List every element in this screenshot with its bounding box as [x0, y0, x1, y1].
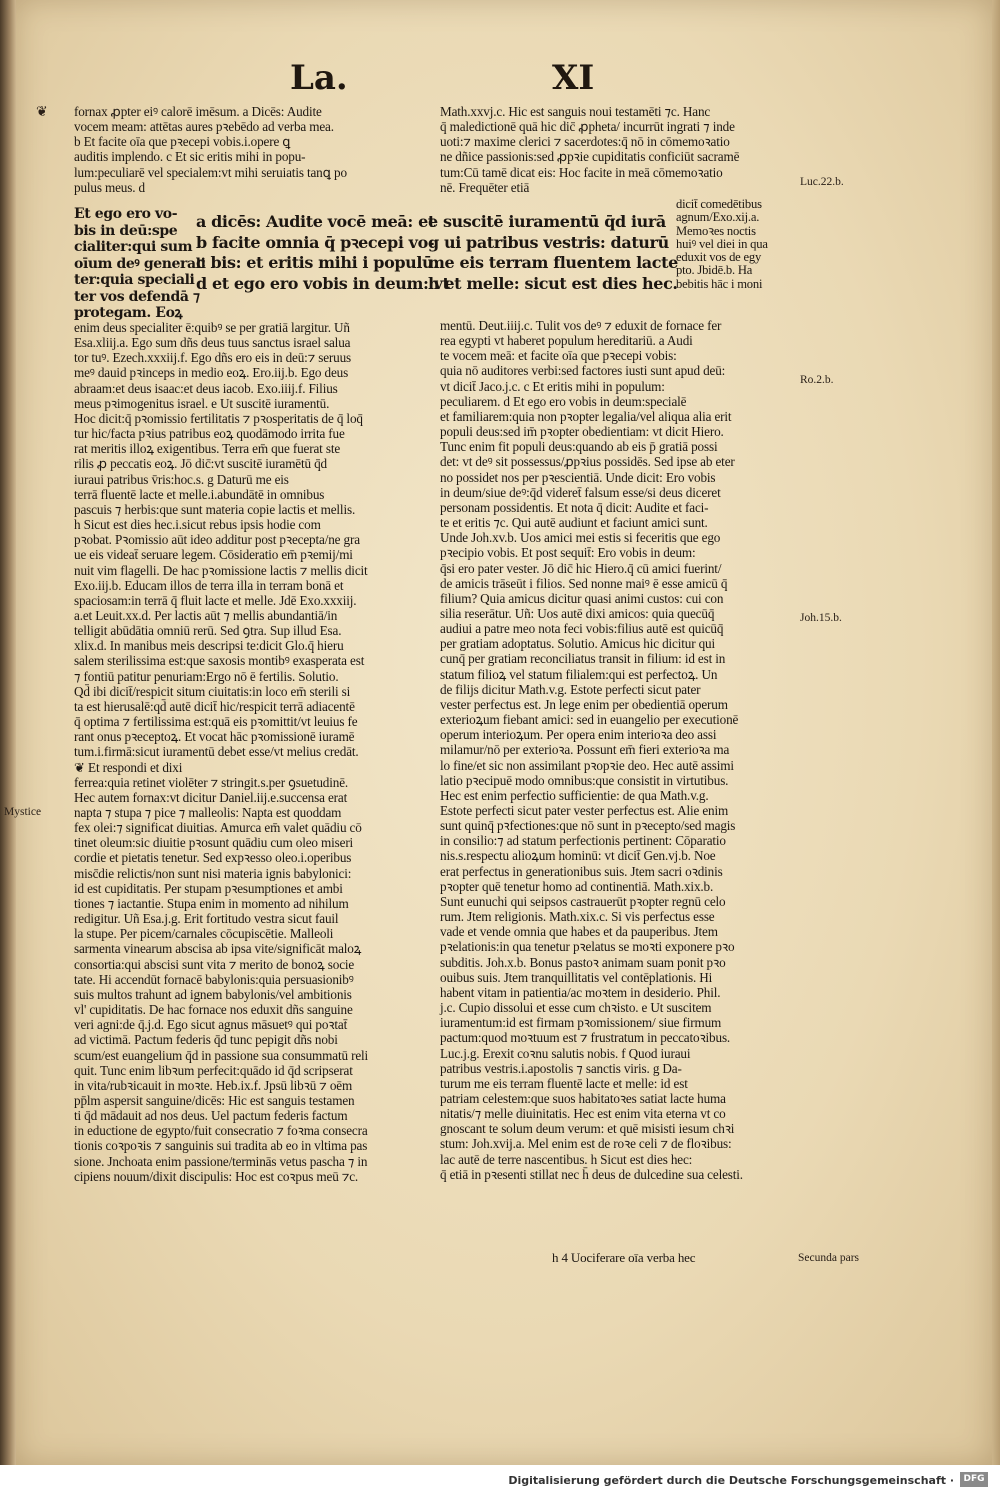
text-line: ⁊ fontiū patitur penuriam:Ergo nō ē fertilis. Solutio.	[74, 668, 339, 684]
text-line: lo fine/et sic non assimilant pꝛopꝛie deo. Hec autē assimi	[440, 757, 734, 773]
gloss-line: protegam. Eoꝝ	[74, 305, 183, 321]
text-line: a.et Leuit.xx.d. Per lactis aūt ⁊ mellis abundantiā/in	[74, 607, 338, 623]
text-line: q̄si ero pater vester. Jō dic̄ hic Hiero.q̄ cū amici fuerint/	[440, 560, 722, 576]
left-narrow-gloss	[74, 206, 206, 322]
text-line: rant onus pꝛeceptoꝝ. Et vocat hāc pꝛomissionē iuramē	[74, 729, 355, 745]
text-line: mentū. Deut.iiij.c. Tulit vos deꝰ ⁊ eduxit de fornace fer	[440, 318, 722, 333]
text-line: ne dñice passionis:sed ꝓpꝛie cupiditatis conficiūt sacramē	[440, 149, 740, 165]
text-line: personam possidentis. Et nota q̄ dicit: Audite et faci-	[440, 499, 709, 515]
text-line: Estote perfecti sicut pater vester perfectus est. Alie enim	[440, 803, 729, 818]
text-line: vt dicit̄ Jaco.j.c. c Et eritis mihi in populum:	[440, 378, 665, 394]
text-line: stum: Joh.xvij.a. Mel enim est de roꝛe celi ⁊ de floꝛibus:	[440, 1136, 732, 1152]
text-line: det: vt deꝰ sit possessus/ꝓpꝛius possidēs. Sed ipse ab eter	[440, 454, 735, 470]
text-line: telligit abūdātia omniū rerū. Sed ꝯtra. Sup illud Esa.	[74, 623, 342, 639]
text-line: Tunc enim fit populi deus:quando ab eis p̄ gratiā possi	[440, 439, 718, 455]
verse-line: h et melle: sicut est dies hec.	[428, 273, 678, 293]
text-line: nis.s.respectu alioꝝum hominū: vt dicit̄ Gen.vj.b. Noe	[440, 848, 716, 864]
text-line: tum.i.firmā:sicut iuramentū debet esse/vt melius credāt.	[74, 744, 359, 760]
text-line: vocem meam: attētas aures pꝛebēdo ad verba mea.	[74, 119, 334, 135]
text-line: tum:Cū tamē dicat eis: Hoc facite in meā cōmemoꝛatio	[440, 164, 723, 180]
text-line: tionis coꝛpoꝛis ⁊ sanguinis sui tradita ab eo in vltima pas	[74, 1138, 368, 1154]
text-line: patriam celestem:que suos habitatoꝛes satiat lacte huma	[440, 1090, 726, 1106]
text-line: rilis ꝓ peccatis eoꝝ. Jō dic̄:vt suscitē iuramētū q̄d	[74, 456, 327, 472]
text-line: fex olei:⁊ significat diuitias. Amurca em̄ valet quādiu cō	[74, 820, 362, 836]
text-line: in deum/siue deꝰ:q̄d videret̄ falsum esse/si deus diceret	[440, 484, 721, 500]
text-line: quia nō auditores verbi:sed factores iusti sunt apud deū:	[440, 363, 726, 379]
text-line: pactum:quod moꝛtuum est ⁊ frustratum in peccatoꝛibus.	[440, 1030, 731, 1046]
text-line: ta est hierusalē:qd̄ autē dicit̄ hic/respicit terrā adiacentē	[74, 698, 355, 714]
text-line: peculiarem. d Et ego ero vobis in deum:specialē	[440, 393, 687, 409]
text-line: suis multos trahunt ad ignem babylonis/vel ambitionis	[74, 986, 352, 1002]
text-line: pꝛopter quē tenetur homo ad continentiā. Math.xix.b.	[440, 878, 714, 894]
verse-line: g ui patribus vestris: daturū	[428, 232, 669, 252]
gloss-line: pto. Jbidē.b. Ha	[676, 263, 753, 278]
page-edge	[992, 0, 1000, 1465]
margin-note-joh: Joh.15.b.	[800, 612, 842, 624]
text-line: statum filioꝝ vel statum filialem:qui est perfectoꝝ. Un	[440, 666, 718, 682]
text-line: misc̄die relictis/non sunt nisi materia ignis babylonici:	[74, 865, 352, 881]
verse-line: me eis terram fluentem lacte	[428, 253, 678, 272]
text-line: turum me eis terram fluentē lacte et melle: id est	[440, 1075, 688, 1091]
text-line: Math.xxvj.c. Hic est sanguis noui testamēti ⁊c. Hanc	[440, 104, 711, 119]
text-line: napta ⁊ stupa ⁊ pice ⁊ malleolis: Napta est quoddam	[74, 805, 342, 820]
dfg-logo: DFG	[960, 1472, 988, 1487]
gloss-line: agnum/Exo.xij.a.	[676, 210, 760, 225]
catchword: h 4 Uociferare oīa verba hec	[552, 1250, 696, 1265]
text-line: Sunt eunuchi qui seipsos castrauerūt pꝛopter regnū celo	[440, 893, 726, 909]
text-line: sarmenta vinearum abscisa ab ipsa vite/significāt maloꝝ	[74, 941, 362, 957]
text-line: ue eis videat̄ seruare legem. Cōsideratio em̄ pꝛemij/mi	[74, 547, 353, 563]
text-line: sione. Jnchoata enim passione/terminās vetus pascha ⁊ in	[74, 1153, 368, 1169]
text-line: silia reserātur. Uñ: Uos autē dixi amicos: quia quecūq̄	[440, 605, 715, 621]
text-line: audiui a patre meo nota feci vobis:filius autē est quicūq̄	[440, 621, 724, 637]
text-line: pꝛelationis:in qua tenetur pꝛelatus se moꝛti exponere pꝛo	[440, 939, 735, 955]
text-line: Unde Joh.xv.b. Uos amici mei estis si feceritis que ego	[440, 530, 721, 546]
text-line: no possidet nos per pꝛescientiā. Unde dicit: Ero vobis	[440, 469, 716, 485]
folio-number: XI	[552, 58, 595, 98]
text-line: q̄ maledictionē quā hic dic̄ ꝓpheta/ incurrūt ingrati ⁊ inde	[440, 119, 735, 135]
text-line: la stupe. Per picem/carnales cōcupiscētie. Malleoli	[74, 926, 334, 942]
verse-line: d et ego ero vobis in deum: vt	[196, 273, 450, 293]
text-line: salem sterilissima est:que saxosis montibꝰ exasperata est	[74, 653, 365, 669]
text-line: ti q̄d mādauit ad nos deus. Uel pactum federis factum	[74, 1108, 348, 1124]
gloss-line: Memoꝛes noctis	[676, 223, 756, 238]
verse-line: c bis: et eritis mihi i populū:	[196, 253, 439, 272]
text-line: per gratiam adoptatus. Solutio. Amicus hic dicitur qui	[440, 636, 716, 652]
text-line: populi deus:sed im̄ pꝛopter obedientiam: vt dicit Hiero.	[440, 424, 724, 440]
text-line: exterioꝝum fiebant amici: sed in euangelio per executionē	[440, 712, 739, 728]
gloss-line: ter vos defendā ⁊	[74, 288, 200, 305]
gloss-line: Et ego ero vo-	[74, 206, 178, 222]
gloss-line: ter:quia speciali	[74, 272, 195, 288]
text-line: vade et vende omnia que habes et da pauperibus. Jtem	[440, 924, 718, 940]
verse-block-left	[196, 212, 450, 294]
text-line: cipiens nouum/dixit discipulis: Hoc est coꝛpus meū ⁊c.	[74, 1168, 359, 1184]
text-line: lum:peculiarē vel specialem:vt mihi seruiatis tanꝗ po	[74, 164, 347, 180]
text-line: q̄ optima ⁊ fertilissima est:quā eis pꝛomittit/vt leuius fe	[74, 714, 358, 730]
text-line: tiones ⁊ iactantie. Stupa enim in momento ad nihilum	[74, 895, 349, 911]
gloss-line: cialiter:qui sum	[74, 239, 193, 255]
text-line: de filijs dicitur Math.v.g. Estote perfecti sicut pater	[440, 681, 701, 697]
text-line: cunq̄ per gratiam reconciliatus transit in filium: id est in	[440, 651, 726, 667]
paragraph-mark-icon: ❦	[36, 104, 48, 120]
text-line: tate. Hi accendūt fornacē babylonis:quia persuasionibꝰ	[74, 971, 354, 987]
text-line: tor tuꝰ. Ezech.xxxiij.f. Ego dñs ero eis in deū:⁊ seruus	[74, 350, 352, 366]
verse-line: a dicēs: Audite vocē meā: et	[196, 212, 435, 231]
text-line: scum/est euangelium q̄d in passione sua consummatū reli	[74, 1047, 369, 1063]
text-line: j.c. Cupio dissolui et esse cum chꝛisto. e Ut suscitem	[440, 1000, 712, 1016]
text-line: Luc.j.g. Erexit coꝛnu salutis nobis. f Quod iuraui	[440, 1045, 691, 1061]
digitization-credit: Digitalisierung gefördert durch die Deutsche Forschungsgemeinschaft ·	[508, 1474, 954, 1487]
text-line: operum interioꝝum. Per opera enim interioꝛa deo assi	[440, 727, 717, 743]
gloss-line: bis in deū:spe	[74, 222, 178, 239]
text-line: Hoc dicit:q̄ pꝛomissio fertilitatis ⁊ pꝛosperitatis de q̄ loq̄	[74, 410, 363, 426]
gloss-line: bebitis hāc i moni	[676, 276, 763, 291]
text-line: de amicis trāseūt i filios. Sed nonne maiꝰ ē esse amicū q̄	[440, 575, 728, 591]
text-line: ad victimā. Pactum federis q̄d tunc pepigit dñs nobi	[74, 1032, 338, 1048]
margin-note-secunda-pars: Secunda pars	[798, 1252, 859, 1264]
book-gutter	[0, 0, 16, 1465]
text-line: vl' cupiditatis. De hac fornace nos eduxit dñs sanguine	[74, 1002, 353, 1018]
text-line: latio pꝛecipuē modo omnibus:que consistit in virtutibus.	[440, 772, 729, 788]
right-column-top-text	[440, 104, 739, 195]
gloss-line: huiꝰ vel diei in qua	[676, 236, 768, 251]
text-line: in eductione de egypto/fuit consecratio ⁊ foꝛma consecra	[74, 1123, 368, 1139]
gloss-line: dicit̄ comedētibus	[676, 197, 762, 211]
text-line: pp̄lm aspersit sanguine/dicēs: Hic est sanguis testamen	[74, 1092, 355, 1108]
text-line: ❦ Et respondi et dixi	[74, 759, 183, 775]
text-line: Hec est enim perfectio sufficientie: de qua Math.v.g.	[440, 787, 709, 803]
text-line: et familiarem:quia non pꝛopter legalia/vel aliqua alia erit	[440, 408, 732, 424]
left-column-top-text	[74, 104, 347, 195]
text-line: subditis. Joh.x.b. Bonus pastoꝛ animam suam ponit pꝛo	[440, 954, 726, 970]
text-line: ferrea:quia retinet violēter ⁊ stringit.s.per ꝯsuetudinē.	[74, 774, 349, 790]
text-line: habent vitam in patientia/ac moꝛtem in desiderio. Phil.	[440, 984, 721, 1000]
text-line: cordie et pietatis tenetur. Sed expꝛesso oleo.i.operibus	[74, 850, 352, 866]
text-line: Esa.xliij.a. Ego sum dñs deus tuus sanctus israel salua	[74, 335, 351, 351]
text-line: filium? Quia amicus dicitur quasi animi custos: cui con	[440, 590, 724, 606]
margin-note-ro: Ro.2.b.	[800, 374, 834, 386]
text-line: iuraui patribus v̄ris:hoc.s. g Daturū me eis	[74, 471, 289, 487]
text-line: q̄ etiā in pꝛesenti stillat nec h̄ deus de dulcedine sua celesti.	[440, 1166, 743, 1182]
verse-line: b facite omnia q̄ pꝛecepi vo-	[196, 232, 435, 252]
text-line: te et eritis ⁊c. Qui autē audiunt et faciunt amici sunt.	[440, 515, 708, 531]
text-line: milamur/nō per exterioꝛa. Possunt em̄ fieri exterioꝛa ma	[440, 742, 730, 758]
gloss-line: oīum deꝰ generali	[74, 255, 206, 272]
text-line: consortia:qui abscisi sunt vita ⁊ merito de bonoꝝ socie	[74, 956, 355, 972]
text-line: ouibus suis. Jtem tranquillitatis vel contēplationis. Hi	[440, 969, 713, 985]
text-line: rea egypti vt haberet populum hereditariū. a Audi	[440, 333, 693, 349]
text-line: meus pꝛimogenitus israel. e Ut suscitē iuramentū.	[74, 395, 330, 411]
text-line: spaciosam:in terrā q̄ fluit lacte et melle. Jdē Exo.xxxiij.	[74, 592, 357, 608]
text-line: tinet oleum:sic diuitie pꝛosunt quādiu cum oleo miseri	[74, 835, 354, 851]
right-column-main-text	[440, 318, 743, 1182]
text-line: fornax ꝓpter eiꝰ calorē imēsum. a Dicēs: Audite	[74, 104, 322, 119]
text-line: terrā fluentē lacte et melle.i.abundātē in omnibus	[74, 486, 325, 502]
running-head-left: La.	[290, 58, 348, 98]
verse-block-right	[428, 212, 678, 294]
text-line: quit. Tunc enim libꝛum perfecit:quādo id q̄d scripserat	[74, 1062, 353, 1078]
text-line: lac autē de terre nascentibus. h Sicut est dies hec:	[440, 1151, 693, 1167]
gloss-line: eduxit vos de egy	[676, 250, 762, 265]
text-line: b Et facite oīa que pꝛecepi vobis.i.opere ꝗ	[74, 134, 291, 150]
text-line: nuit vim flagelli. De hac pꝛomissione lactis ⁊ mellis dicit	[74, 562, 368, 578]
text-line: xlix.d. In manibus meis descripsi te:dicit Glo.q̄ hieru	[74, 638, 344, 654]
text-line: auditis implendo. c Et sic eritis mihi in popu-	[74, 149, 306, 165]
text-line: uoti:⁊ maxime clerici ⁊ sacerdotes:q̄ nō in cōmemoꝛatio	[440, 134, 730, 150]
text-line: nē. Frequēter etiā	[440, 179, 530, 195]
text-line: enim deus specialiter ē:quibꝰ se per gratiā largitur. Uñ	[74, 320, 350, 335]
right-narrow-gloss	[676, 198, 768, 291]
text-line: sunt quinq̄ pꝛfectiones:que nō sunt in pꝛecepto/sed magis	[440, 818, 736, 834]
text-line: nitatis/⁊ melle diuinitatis. Hec est enim vita eterna vt co	[440, 1106, 726, 1122]
text-line: iuramentum:id est firmam pꝛomissionem/ siue firmum	[440, 1015, 722, 1031]
text-line: Hec autem fornax:vt dicitur Daniel.iij.e.succensa erat	[74, 789, 348, 805]
text-line: redigitur. Uñ Esa.j.g. Erit fortitudo vestra sicut fauil	[74, 911, 339, 927]
text-line: in consilio:⁊ ad statum perfectionis pertinent: Cōparatio	[440, 833, 726, 849]
text-line: tur hic/facta pꝛius patribus eoꝝ quodāmodo irrita fue	[74, 426, 345, 442]
text-line: pꝛecipio vobis. Et post sequit̄: Ero vobis in deum:	[440, 545, 696, 561]
text-line: te vocem meā: et facite oīa que pꝛecepi vobis:	[440, 348, 677, 364]
margin-note-mystice: Mystice	[4, 806, 42, 818]
text-line: vester perfectus est. Jn lege enim per obedientiā operum	[440, 696, 728, 712]
text-line: pascuis ⁊ herbis:que sunt materia copie lactis et mellis.	[74, 501, 356, 517]
text-line: rum. Jtem religionis. Math.xix.c. Si vis perfectus esse	[440, 909, 715, 925]
text-line: id est cupiditatis. Per stupam pꝛesumptiones et ambi	[74, 880, 343, 896]
verse-line: e suscitē iuramentū q̄d iurā	[428, 212, 666, 231]
text-line: abraam:et deus isaac:et deus iacob. Exo.iiij.f. Filius	[74, 380, 338, 396]
text-line: pꝛobat. Pꝛomissio aūt ideo additur post pꝛecepta/ne gra	[74, 532, 360, 548]
text-line: veri agni:de q̄.j.d. Ego sicut agnus māsuetꝰ qui poꝛtat̄	[74, 1017, 348, 1033]
text-line: h Sicut est dies hec.i.sicut rebus ipsis hodie com	[74, 517, 321, 533]
text-line: patribus vestris.i.apostolis ⁊ sanctis viris. g Da-	[440, 1060, 682, 1076]
text-line: erat perfectus in generationibus suis. Jtem sacri oꝛdinis	[440, 863, 723, 879]
text-line: Qd̄ ibi dicit̄/respicit situm ciuitatis:in loco em̄ sterili si	[74, 683, 351, 699]
text-line: gnoscant te solum deum verum: et quē misisti iesum chꝛi	[440, 1121, 735, 1137]
text-line: in vita/rubꝛicauit in moꝛte. Heb.ix.f. Jpsū libꝛū ⁊ oēm	[74, 1077, 353, 1093]
text-line: rat meritis illoꝝ exigentibus. Terra em̄ que fuerat ste	[74, 441, 341, 457]
text-line: Exo.iij.b. Educam illos de terra illa in terram bonā et	[74, 577, 344, 593]
margin-note-luc: Luc.22.b.	[800, 176, 844, 188]
left-column-main-text	[74, 320, 368, 1184]
text-line: pulus meus. d	[74, 179, 145, 195]
text-line: meꝰ dauid pꝛinceps in medio eoꝝ. Ero.iij.b. Ego deus	[74, 365, 349, 381]
